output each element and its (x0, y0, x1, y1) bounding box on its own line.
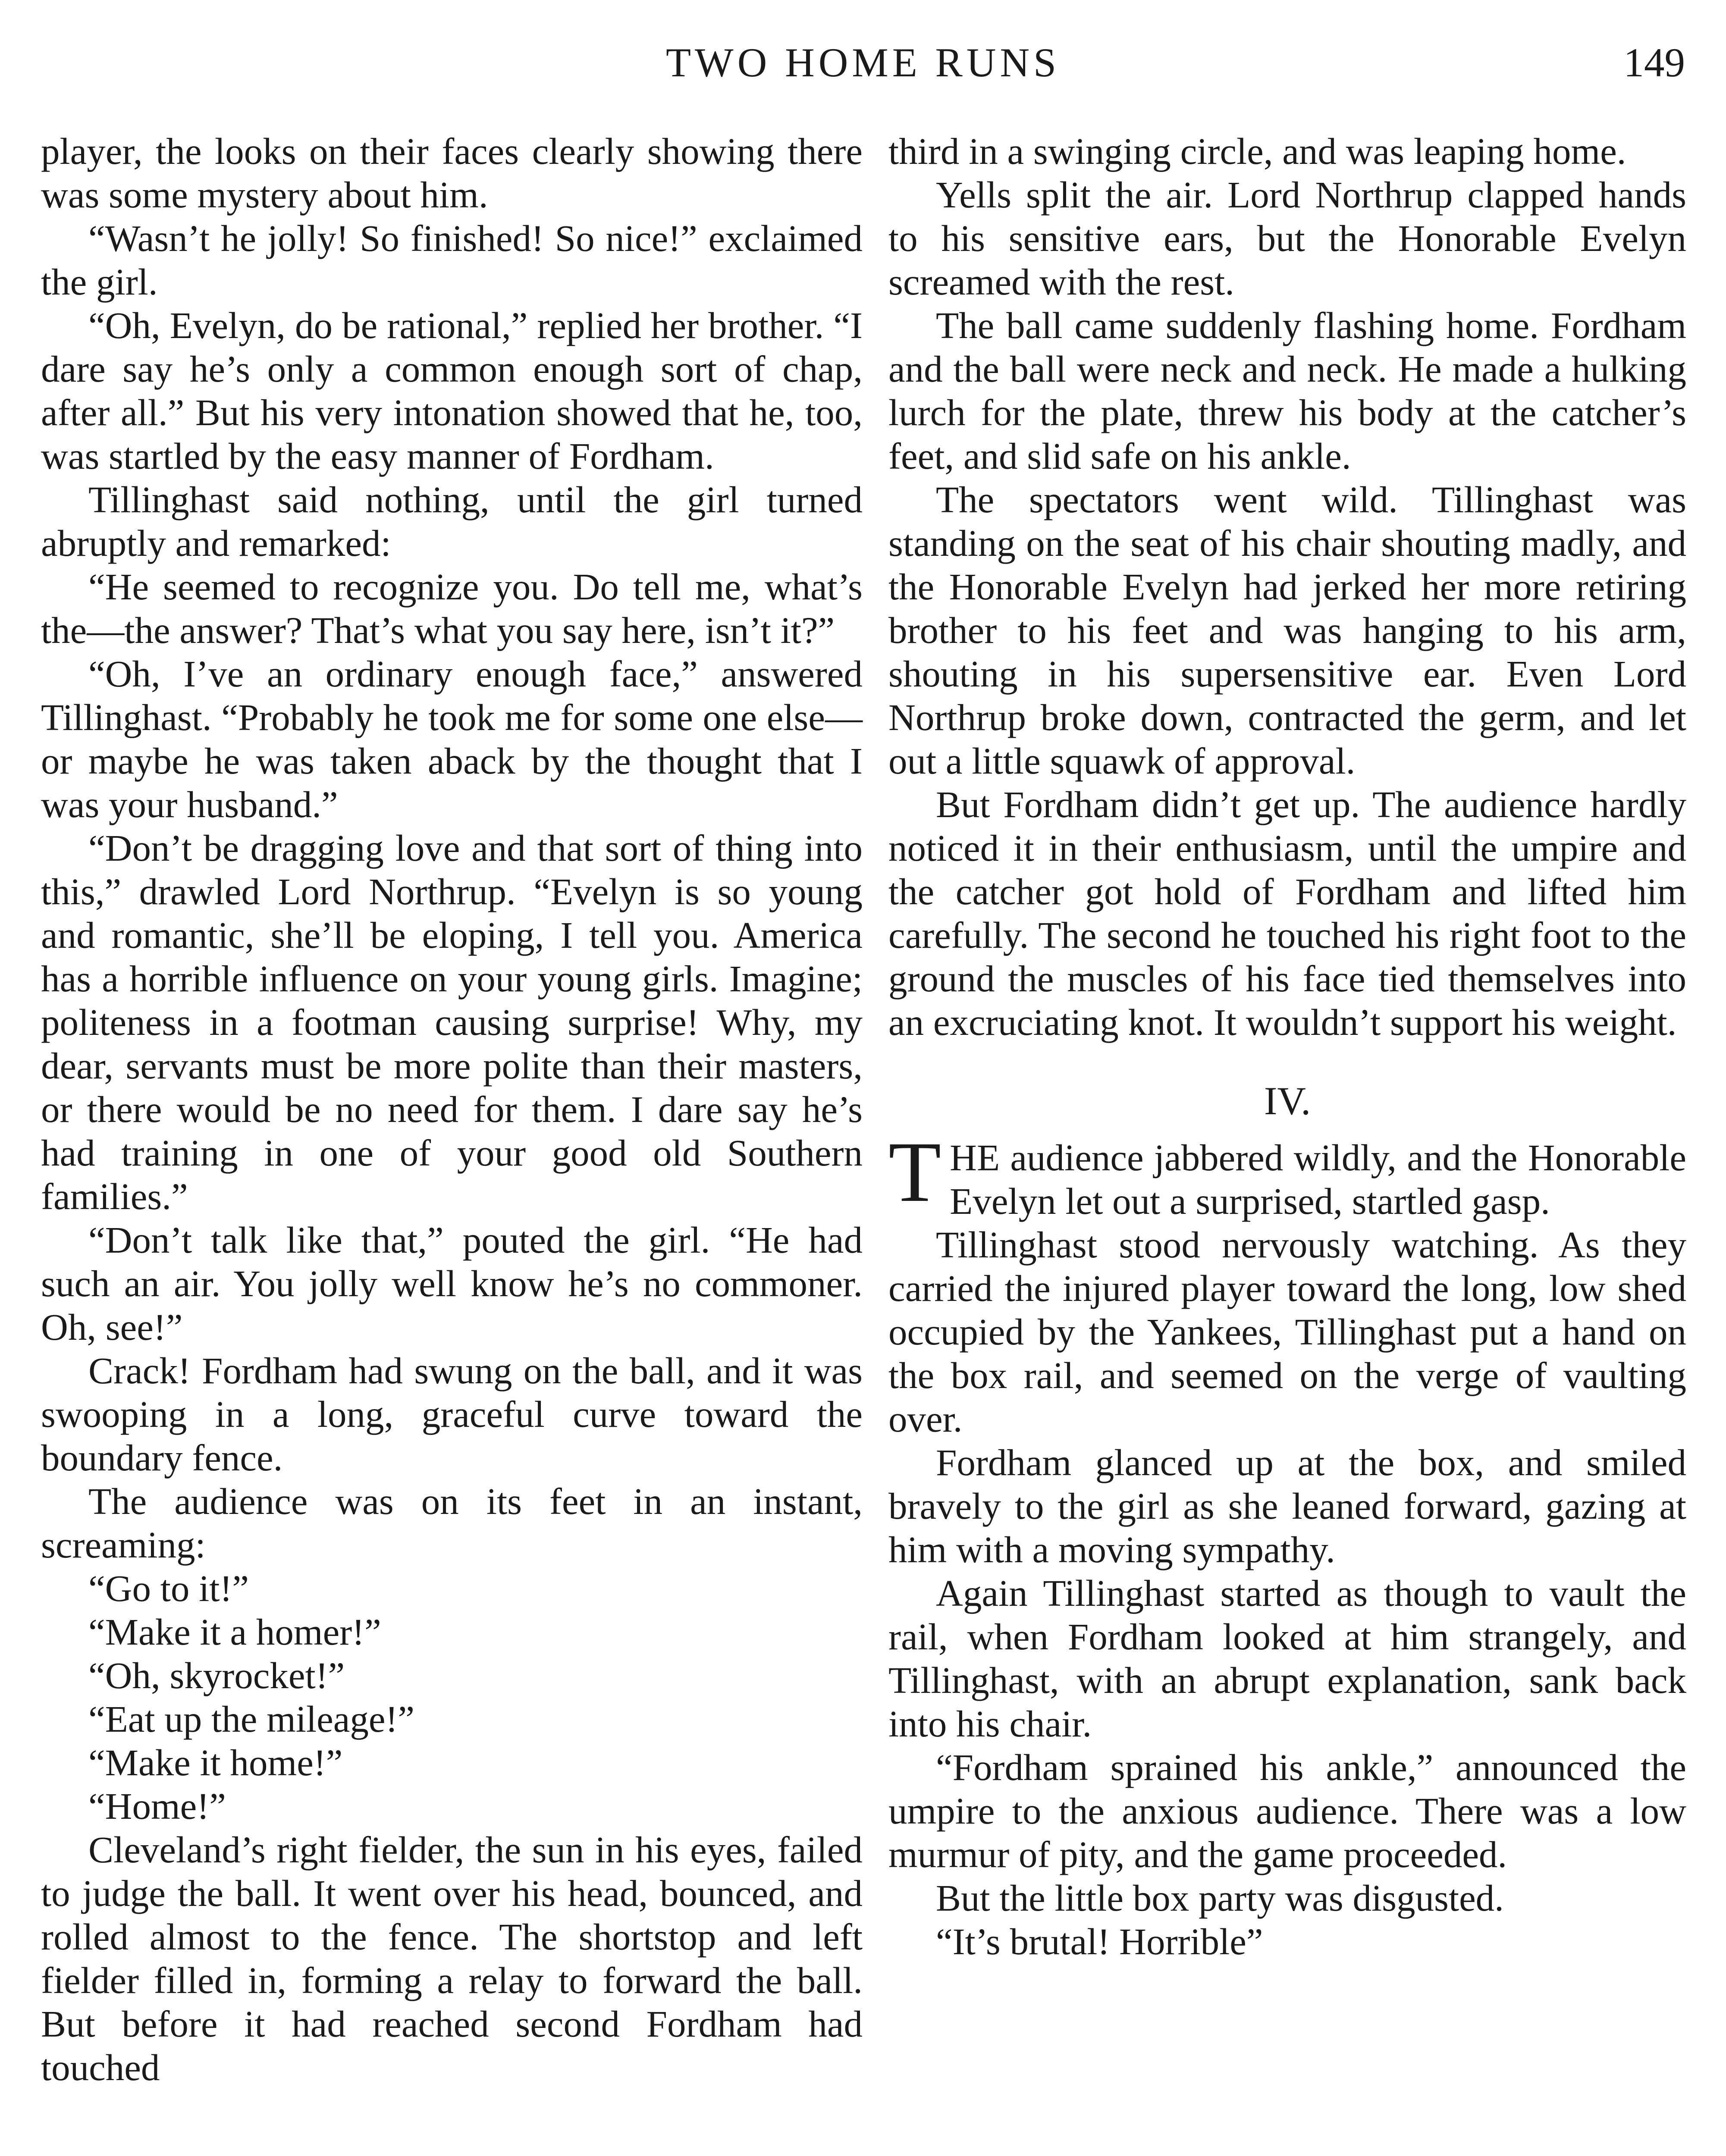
paragraph: “Don’t talk like that,” pouted the girl. “He had such an air. You jolly well know he’s no commoner. Oh, see!” (41, 1219, 863, 1348)
paragraph: Fordham glanced up at the box, and smiled bravely to the girl as she leaned forward, gazing at him with a moving sympathy. (888, 1442, 1686, 1570)
right-column (888, 129, 1686, 2156)
paragraph: third in a swinging circle, and was leaping home. (888, 130, 1626, 172)
paragraph: Tillinghast said nothing, until the girl turned abruptly and remarked: (41, 479, 863, 564)
paragraph: “Make it a homer!” (88, 1611, 381, 1653)
left-column (41, 129, 863, 2156)
running-head: TWO HOME RUNS (666, 40, 1060, 85)
paragraph: “Go to it!” (88, 1567, 249, 1609)
paragraph: player, the looks on their faces clearly showing there was some mystery about him. (41, 130, 863, 216)
paragraph: Crack! Fordham had swung on the ball, and it was swooping in a long, graceful curve toward the boundary fence. (41, 1350, 863, 1479)
paragraph: “Oh, skyrocket!” (88, 1655, 345, 1696)
paragraph: “He seemed to recognize you. Do tell me, what’s the—the answer? That’s what you say here, isn’t it?” (41, 566, 863, 651)
drop-cap: T (888, 1125, 941, 1220)
section-number: IV. (1264, 1079, 1311, 1123)
paragraph: “Make it home!” (88, 1742, 343, 1783)
paragraph: “Don’t be dragging love and that sort of thing into this,” drawled Lord Northrup. “Evelyn is so young and romantic, she’ll be eloping, I tell you. America has a horrible influence on your young girls. Imagine; politeness in a footman causing surprise! Why, my dear, servants must be more polite than their masters, or there would be no need for them. I dare say he’s had training in one of your good old Southern families.” (41, 827, 863, 1217)
paragraph: The spectators went wild. Tillinghast was standing on the seat of his chair shouting madly, and the Honorable Evelyn had jerked her more retiring brother to his feet and was hanging to his arm, shouting in his supersensitive ear. Even Lord Northrup broke down, contracted the germ, and let out a little squawk of approval. (888, 479, 1686, 782)
paragraph: “Home!” (88, 1785, 226, 1827)
paragraph: The ball came suddenly flashing home. Fordham and the ball were neck and neck. He made a hulking lurch for the plate, threw his body at the catcher’s feet, and slid safe on his ankle. (888, 304, 1686, 477)
paragraph: But Fordham didn’t get up. The audience hardly noticed it in their enthusiasm, until the umpire and the catcher got hold of Fordham and lifted him carefully. The second he touched his right foot to the ground the muscles of his face tied themselves into an excruciating knot. It wouldn’t support his weight. (888, 783, 1686, 1043)
paragraph: Yells split the air. Lord Northrup clapped hands to his sensitive ears, but the Honorable Evelyn screamed with the rest. (888, 174, 1686, 303)
section-opening-text: HE audience jabbered wildly, and the Honorable Evelyn let out a surprised, startled gasp. (950, 1137, 1686, 1222)
page-header (0, 0, 1726, 129)
paragraph: Again Tillinghast started as though to vault the rail, when Fordham looked at him strangely, and Tillinghast, with an abrupt explanation, sank back into his chair. (888, 1572, 1686, 1745)
page-number: 149 (1623, 40, 1685, 85)
paragraph: “It’s brutal! Horrible” (936, 1921, 1263, 1962)
paragraph: The audience was on its feet in an instant, screaming: (41, 1480, 863, 1566)
paragraph: Tillinghast stood nervously watching. As they carried the injured player toward the long, low shed occupied by the Yankees, Tillinghast put a hand on the box rail, and seemed on the verge of vaulting over. (888, 1224, 1686, 1440)
paragraph: But the little box party was disgusted. (936, 1877, 1504, 1919)
paragraph: “Oh, I’ve an ordinary enough face,” answered Tillinghast. “Probably he took me for some one else—or maybe he was taken aback by the thought that I was your husband.” (41, 653, 863, 825)
paragraph: Cleveland’s right fielder, the sun in his eyes, failed to judge the ball. It went over his head, bounced, and rolled almost to the fence. The shortstop and left fielder filled in, forming a relay to forward the ball. But before it had reached second Fordham had touched (41, 1829, 863, 2088)
paragraph: “Eat up the mileage!” (88, 1698, 415, 1740)
paragraph: “Wasn’t he jolly! So finished! So nice!” exclaimed the girl. (41, 217, 863, 303)
paragraph: “Oh, Evelyn, do be rational,” replied her brother. “I dare say he’s only a common enough sort of chap, after all.” But his very intonation showed that he, too, was startled by the easy manner of Fordham. (41, 304, 863, 477)
section-opening-paragraph (888, 1125, 1686, 1223)
paragraph: “Fordham sprained his ankle,” announced the umpire to the anxious audience. There was a low murmur of pity, and the game proceeded. (888, 1746, 1686, 1875)
